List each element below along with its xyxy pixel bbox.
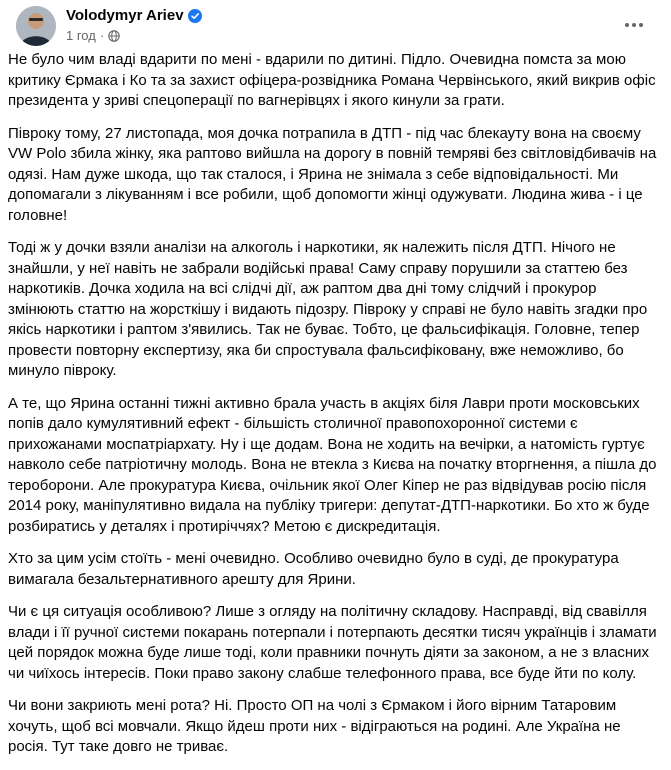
post-paragraph: Чи вони закриють мені рота? Ні. Просто ОП на чолі з Єрмаком і його вірним Татаровим хочуть, щоб всі мовчали. Якщо йдеш проти них - відіграються на родині. Але Україна не росія. Тут таке довго не триває. bbox=[8, 697, 621, 755]
avatar[interactable] bbox=[16, 6, 56, 46]
verified-badge-icon bbox=[188, 9, 202, 23]
post-paragraph: Не було чим владі вдарити по мені - вдарили по дитині. Підло. Очевидна помста за мою критику Єрмака і Ко та за захист офіцера-розвідника Романа Червінського, який викрив офіс президента у зриві спецоперації по вагнерівцях і якого кинули за грати. bbox=[8, 51, 656, 109]
avatar-photo bbox=[16, 6, 56, 46]
post-paragraph: Півроку тому, 27 листопада, моя дочка потрапила в ДТП - під час блекауту вона на своєму VW Polo збила жінку, яка раптово вийшла на дорогу в повній темряві без світловідбивачів на одязі. Нам дуже шкода, що так сталося, і Ярина не знімала з себе відповідальності. Ми допомагали з лікуванням і все робили, щоб допомогти жінці одужувати. Людина жива - і це головне! bbox=[8, 124, 657, 224]
post-timestamp[interactable]: 1 год bbox=[66, 28, 96, 43]
more-horizontal-icon bbox=[624, 22, 644, 28]
more-options-button[interactable] bbox=[619, 10, 649, 40]
author-line bbox=[66, 7, 202, 24]
post-meta bbox=[66, 28, 120, 43]
post-paragraph: Чи є ця ситуація особливою? Лише з огляду на політичну складову. Насправді, від свавілля влади і її ручної системи покарань потерпали і потерпають десятки тисяч українців і зламати цей порядок можна буде лише тоді, коли правники почнуть діяти за законом, а не з власних чи чиїхось інтересів. Поки право закону слабше телефонного права, все буде йти по колу. bbox=[8, 603, 657, 682]
post-paragraph: Хто за цим усім стоїть - мені очевидно. Особливо очевидно було в суді, де прокуратура вимагала безальтернативного арешту для Ярини. bbox=[8, 550, 619, 588]
author-name[interactable]: Volodymyr Ariev bbox=[66, 7, 184, 24]
meta-separator: · bbox=[99, 28, 105, 43]
post-text bbox=[8, 50, 658, 770]
post-header bbox=[8, 0, 659, 50]
globe-icon bbox=[108, 30, 120, 42]
post-paragraph: А те, що Ярина останні тижні активно брала участь в акціях біля Лаври проти московських попів дало кумулятивний ефект - більшість столичної правопохоронної системи є прихожанами моспатріархату. Ну і ще додам. Вона не ходить на вечірки, а натомість гуртує навколо себе патріотичну молодь. Вона не втекла з Києва на початку вторгнення, а пішла до тероборони. Але прокуратура Києва, очільник якої Олег Кіпер не раз відвідував росію після 2014 року, маніпулятивно видала на публіку тригери: депутат-ДТП-наркотики. Бо хто ж буде розбиратись у деталях і протиріччях? Метою є дискредитація. bbox=[8, 394, 657, 535]
post-paragraph: Тоді ж у дочки взяли аналізи на алкоголь і наркотики, як належить після ДТП. Нічого не знайшли, у неї навіть не забрали водійські права! Саму справу порушили за статтею без наркотиків. Дочка ходила на всі слідчі дії, аж раптом два дні тому слідчий і прокурор змінюють статтю на жорсткішу і видають підозру. Півроку у справі не було навіть згадки про якісь наркотики і раптом з'явились. Так не буває. Тобто, це фальсифікація. Головне, тепер провести повторну експертизу, яка би спростувала фальсифіковану, вже неможливо, бо минуло півроку. bbox=[8, 239, 648, 379]
